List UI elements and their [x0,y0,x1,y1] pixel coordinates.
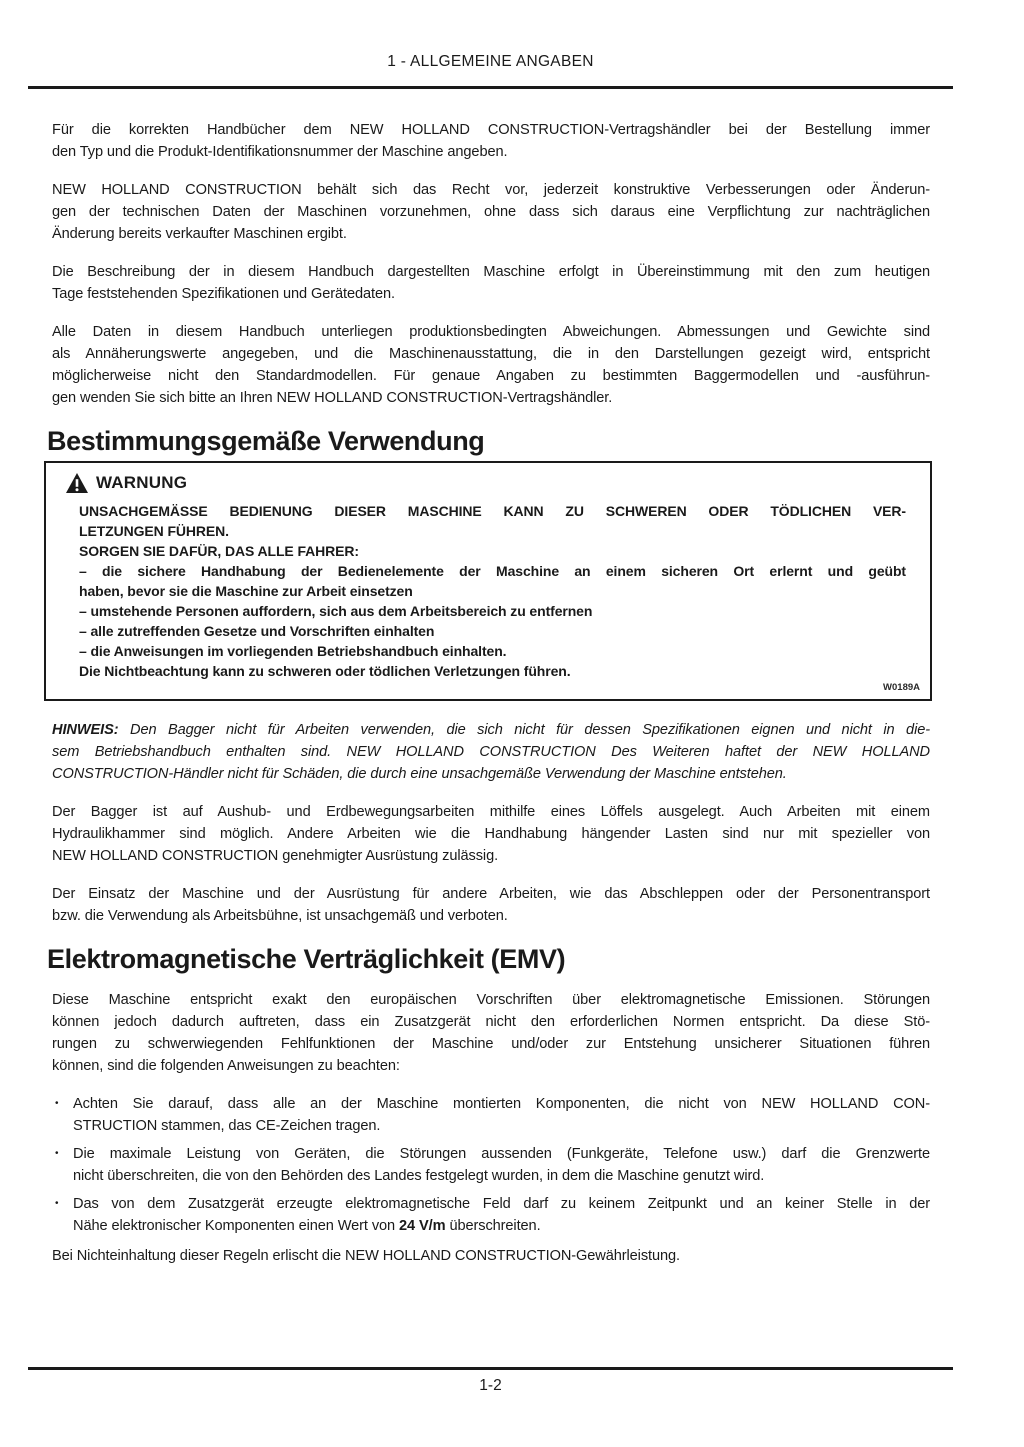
bullet-item-em-field [52,1193,930,1237]
bullet-item-ce-mark [52,1093,930,1137]
page-footer [28,1367,953,1395]
warning-reference-code: W0189A [883,682,920,693]
bullet-text: Die maximale Leistung von Geräten, die Störungen aussenden (Funkgeräte, Telefone usw.) darf die Grenzwerte nicht überschreiten, die von den Behörden des Landes festgelegt wurden, in dem die Maschine genutzt wird. [73,1146,930,1184]
bullet-text: Achten Sie darauf, dass alle an der Maschine montierten Komponenten, die nicht von NEW HOLLAND CON- STRUCTION stammen, das CE-Zeichen tragen. [73,1096,930,1134]
footer-divider [28,1367,953,1370]
paragraph-emv-intro: Diese Maschine entspricht exakt den europäischen Vorschriften über elektromagnetische Emissionen. Störungen können jedoch dadurch auftreten, dass ein Zusatzgerät nicht den erforderlichen Normen entspricht. Da diese Stö- rungen zu schwerwiegenden Fehlfunktionen der Maschine und/oder zur Entstehung unsicherer Situationen führen können, sind die folgenden Anweisungen zu beachten: [52,992,930,1074]
paragraph-tolerances: Alle Daten in diesem Handbuch unterliegen produktionsbedingten Abweichungen. Abmessungen und Gewichte sind als Annäherungswerte angegeben, und die Maschinenausstattung, die in den Darstellungen gezeigt wird, entspricht möglicherweise nicht den Standardmodellen. Für genaue Angaben zu bestimmten Baggermodellen und -ausführun- gen wenden Sie sich bitte an Ihren NEW HOLLAND CONSTRUCTION-Vertragshändler. [52,324,930,406]
note-hinweis: HINWEIS: Den Bagger nicht für Arbeiten verwenden, die sich nicht für dessen Spezifikationen eignen und nicht in die- sem Betriebshandbuch enthalten sind. NEW HOLLAND CONSTRUCTION Des Weiteren haftet der NEW HOLLAND CONSTRUCTION-Händler nicht für Schäden, die durch eine unsachgemäße Verwendung der Maschine entstehen. [52,722,930,782]
bullet-list [52,1093,930,1237]
bullet-marker: • [55,1098,59,1109]
section-heading-intended-use: Bestimmungsgemäße Verwendung [47,426,485,456]
paragraph-description: Die Beschreibung der in diesem Handbuch dargestellten Maschine erfolgt in Übereinstimmung mit den zum heutigen Tage feststehenden Spezifikationen und Gerätedaten. [52,264,930,302]
page-content [47,89,930,1267]
warning-instruction-lead: SORGEN SIE DAFÜR, DAS ALLE FAHRER: [79,543,359,559]
warning-list-item: – die Anweisungen im vorliegenden Betriebshandbuch einhalten. [79,643,507,659]
bullet-text: Das von dem Zusatzgerät erzeugte elektromagnetische Feld darf zu keinem Zeitpunkt und an keiner Stelle in der Nähe elektronischer Komponenten einen Wert von 24 V/m überschreiten. [73,1196,930,1234]
warning-statement: UNSACHGEMÄSSE BEDIENUNG DIESER MASCHINE KANN ZU SCHWEREN ODER TÖDLICHEN VER- LETZUNGEN FÜHREN. [79,503,906,539]
warning-text [79,501,906,681]
paragraph-prohibited-use: Der Einsatz der Maschine und der Ausrüstung für andere Arbeiten, wie das Abschleppen oder der Personentransport bzw. die Verwendung als Arbeitsbühne, ist unsachgemäß und verboten. [52,886,930,924]
page-header-title: 1 - ALLGEMEINE ANGABEN [387,53,594,70]
bullet-item-max-power [52,1143,930,1187]
warning-consequence: Die Nichtbeachtung kann zu schweren oder tödlichen Verletzungen führen. [79,663,571,679]
bullet-marker: • [55,1198,59,1209]
paragraph-specs-change: NEW HOLLAND CONSTRUCTION behält sich das Recht vor, jederzeit konstruktive Verbesserungen oder Änderun- gen der technischen Daten der Maschinen vorzunehmen, ohne dass sich daraus eine Verpflichtung zur nachträglichen Änderung bereits verkaufter Maschinen ergibt. [52,182,930,242]
warning-list-item: – umstehende Personen auffordern, sich aus dem Arbeitsbereich zu entfernen [79,603,593,619]
bullet-marker: • [55,1148,59,1159]
warning-triangle-icon [66,473,88,493]
paragraph-excavator-use: Der Bagger ist auf Aushub- und Erdbewegungsarbeiten mithilfe eines Löffels ausgelegt. Auch Arbeiten mit einem Hydraulikhammer sind möglich. Andere Arbeiten wie die Handhabung hängender Lasten sind nur mit spezieller von NEW HOLLAND CONSTRUCTION genehmigter Ausrüstung zulässig. [52,804,930,864]
warning-list-item: – alle zutreffenden Gesetze und Vorschriften einhalten [79,623,435,639]
warning-header [66,472,906,494]
page-number: 1-2 [479,1377,502,1394]
paragraph-warranty: Bei Nichteinhaltung dieser Regeln erlischt die NEW HOLLAND CONSTRUCTION-Gewährleistung. [52,1248,680,1264]
warning-title: WARNUNG [96,473,188,492]
paragraph-ordering-info: Für die korrekten Handbücher dem NEW HOLLAND CONSTRUCTION-Vertragshändler bei der Bestellung immer den Typ und die Produkt-Identifikationsnummer der Maschine angeben. [52,122,930,160]
warning-list-item: – die sichere Handhabung der Bedienelemente der Maschine an einem sicheren Ort erlernt und geübt haben, bevor sie die Maschine zur Arbeit einsetzen [79,563,906,599]
section-heading-emv: Elektromagnetische Verträglichkeit (EMV) [47,944,566,974]
warning-box [44,461,932,701]
